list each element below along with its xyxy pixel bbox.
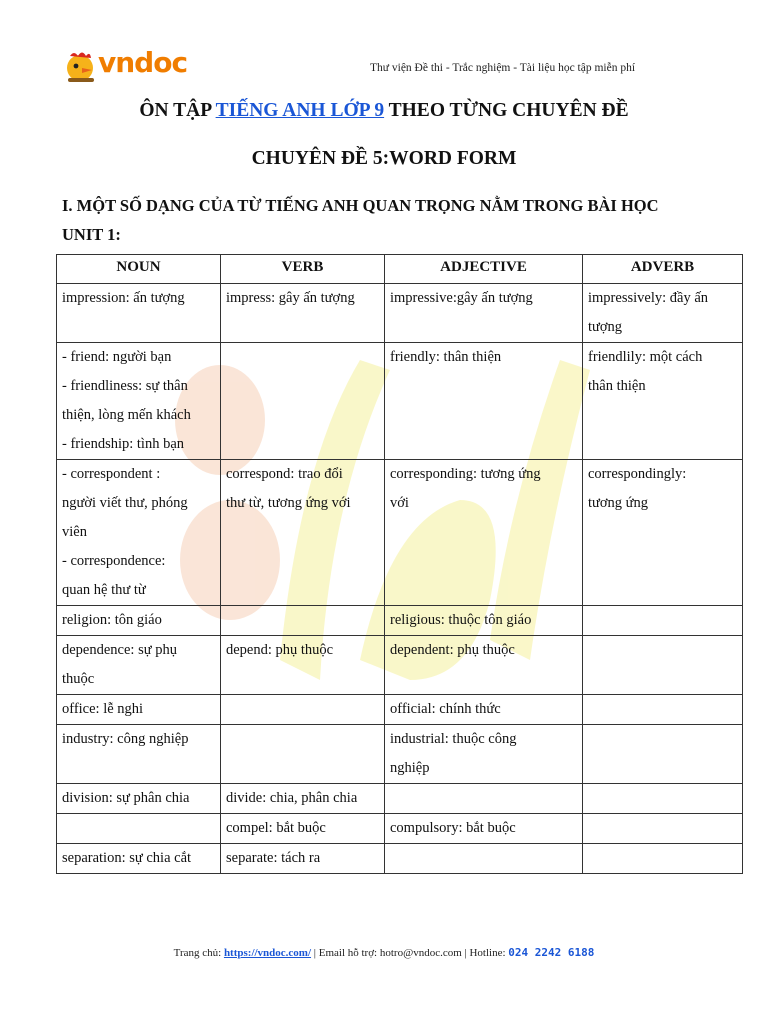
cell-noun (57, 814, 221, 844)
cell-adverb (583, 606, 743, 636)
column-header-adjective: ADJECTIVE (385, 255, 583, 284)
cell-adjective (385, 343, 583, 460)
cell-text-line: separate: tách ra (226, 850, 321, 866)
page-subtitle: CHUYÊN ĐỀ 5:WORD FORM (251, 148, 517, 169)
footer-home-label: Trang chủ: (173, 947, 224, 959)
cell-text-line: với (390, 495, 409, 511)
cell-text-line: viên (62, 524, 87, 540)
cell-noun (57, 284, 221, 343)
cell-text-line: impressive:gây ấn tượng (390, 290, 533, 306)
title-suffix: THEO TỪNG CHUYÊN ĐỀ (384, 100, 629, 121)
cell-verb (221, 343, 385, 460)
table-header-row (57, 255, 743, 284)
cell-adjective (385, 606, 583, 636)
unit-label: UNIT 1: (62, 225, 121, 244)
cell-text-line: official: chính thức (390, 701, 501, 717)
column-header-adverb: ADVERB (583, 255, 743, 284)
cell-verb (221, 636, 385, 695)
cell-adjective (385, 784, 583, 814)
cell-noun (57, 784, 221, 814)
cell-text-line: - friendliness: sự thân (62, 378, 188, 394)
cell-text-line: quan hệ thư từ (62, 582, 146, 598)
cell-adjective (385, 814, 583, 844)
cell-text-line: - correspondence: (62, 553, 166, 569)
footer-email-text: | Email hỗ trợ: hotro@vndoc.com | Hotline: (311, 947, 509, 959)
cell-noun (57, 460, 221, 606)
header-tagline: Thư viện Đề thi - Trắc nghiệm - Tài liệu học tập miễn phí (370, 62, 636, 74)
cell-verb (221, 844, 385, 874)
cell-verb (221, 460, 385, 606)
cell-adverb (583, 784, 743, 814)
title-prefix: ÔN TẬP (139, 100, 216, 121)
cell-text-line: impressively: đầy ấn (588, 290, 709, 306)
cell-text-line: industry: công nghiệp (62, 731, 189, 747)
vndoc-logo[interactable] (62, 46, 212, 86)
cell-adverb (583, 636, 743, 695)
cell-adjective (385, 460, 583, 606)
cell-text-line: impression: ấn tượng (62, 290, 185, 306)
cell-verb (221, 784, 385, 814)
cell-noun (57, 343, 221, 460)
cell-adverb (583, 814, 743, 844)
section-heading: I. MỘT SỐ DẠNG CỦA TỪ TIẾNG ANH QUAN TRỌNG NẰM TRONG BÀI HỌC (62, 196, 659, 215)
cell-adjective (385, 284, 583, 343)
cell-adverb (583, 284, 743, 343)
cell-verb (221, 606, 385, 636)
cell-text-line: người viết thư, phóng (62, 495, 188, 511)
cell-text-line: - correspondent : (62, 466, 161, 482)
cell-text-line: thư từ, tương ứng với (226, 495, 351, 511)
column-header-noun: NOUN (57, 255, 221, 284)
page-header (62, 46, 642, 86)
cell-adjective (385, 725, 583, 784)
table-row (57, 284, 743, 343)
cell-adjective (385, 844, 583, 874)
word-form-table (56, 254, 743, 874)
cell-noun (57, 636, 221, 695)
cell-adjective (385, 636, 583, 695)
cell-adverb (583, 460, 743, 606)
cell-text-line: religious: thuộc tôn giáo (390, 612, 532, 628)
table-row (57, 784, 743, 814)
footer-hotline: 024 2242 6188 (508, 946, 595, 959)
cell-verb (221, 695, 385, 725)
cell-text-line: division: sự phân chia (62, 790, 190, 806)
table-row (57, 725, 743, 784)
cell-text-line: industrial: thuộc công (390, 731, 517, 747)
cell-adverb (583, 725, 743, 784)
cell-adverb (583, 695, 743, 725)
footer-home-link[interactable]: https://vndoc.com/ (223, 947, 312, 959)
cell-text-line: - friendship: tình bạn (62, 436, 185, 452)
cell-text-line: separation: sự chia cắt (62, 850, 192, 866)
table-body (57, 284, 743, 874)
cell-text-line: corresponding: tương ứng (390, 466, 541, 482)
cell-verb (221, 814, 385, 844)
table-row (57, 460, 743, 606)
cell-noun (57, 844, 221, 874)
table-row (57, 606, 743, 636)
cell-noun (57, 606, 221, 636)
page-title (0, 100, 768, 122)
cell-text-line: thân thiện (588, 378, 646, 394)
table-row (57, 695, 743, 725)
cell-text-line: office: lễ nghi (62, 701, 144, 717)
cell-text-line: thiện, lòng mến khách (62, 407, 191, 423)
cell-text-line: tương ứng (588, 495, 649, 511)
cell-adverb (583, 844, 743, 874)
cell-text-line: divide: chia, phân chia (226, 790, 358, 806)
cell-text-line: friendlily: một cách (588, 349, 703, 365)
table-row (57, 844, 743, 874)
chick-mascot-icon (62, 48, 98, 84)
column-header-verb: VERB (221, 255, 385, 284)
cell-text-line: - friend: người bạn (62, 349, 172, 365)
table-row (57, 814, 743, 844)
cell-noun (57, 695, 221, 725)
cell-verb (221, 725, 385, 784)
cell-text-line: dependent: phụ thuộc (390, 642, 515, 658)
cell-verb (221, 284, 385, 343)
logo-text: vndoc (98, 46, 188, 79)
cell-text-line: religion: tôn giáo (62, 612, 162, 628)
cell-text-line: friendly: thân thiện (390, 349, 502, 365)
table-row (57, 343, 743, 460)
cell-text-line: correspond: trao đổi (226, 466, 343, 482)
cell-text-line: compel: bắt buộc (226, 820, 326, 836)
cell-adjective (385, 695, 583, 725)
cell-text-line: correspondingly: (588, 466, 687, 482)
cell-noun (57, 725, 221, 784)
cell-text-line: depend: phụ thuộc (226, 642, 334, 658)
cell-text-line: compulsory: bắt buộc (390, 820, 516, 836)
cell-text-line: nghiệp (390, 760, 430, 776)
cell-text-line: tượng (588, 319, 623, 335)
page-footer (0, 946, 768, 959)
title-link[interactable]: TIẾNG ANH LỚP 9 (215, 100, 385, 121)
cell-text-line: thuộc (62, 671, 95, 687)
table-row (57, 636, 743, 695)
cell-text-line: dependence: sự phụ (62, 642, 177, 658)
cell-adverb (583, 343, 743, 460)
cell-text-line: impress: gây ấn tượng (226, 290, 355, 306)
